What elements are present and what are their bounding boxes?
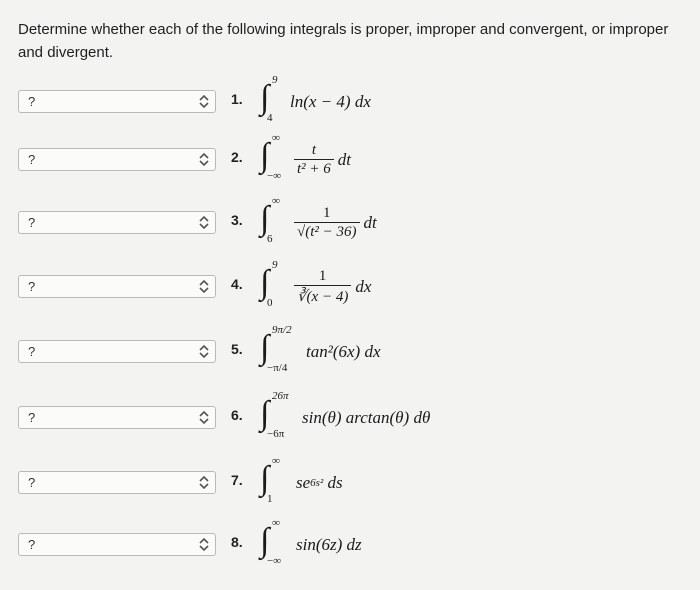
answer-select-4[interactable]	[18, 275, 216, 298]
question-row-8	[0, 517, 700, 567]
question-row-3	[0, 195, 700, 245]
question-number: 2.	[231, 149, 243, 165]
select-value: ?	[28, 279, 36, 294]
question-number: 4.	[231, 276, 243, 292]
chevron-up-down-icon	[197, 409, 211, 426]
answer-select-6[interactable]	[18, 406, 216, 429]
question-row-1	[0, 74, 700, 124]
select-value: ?	[28, 344, 36, 359]
select-value: ?	[28, 537, 36, 552]
chevron-up-down-icon	[197, 151, 211, 168]
integrand: sin(θ) arctan(θ) dθ	[302, 408, 431, 427]
integral-expression: ∫ ∞ 6 $\frac{1}{\text{√(t² − 36)}}$ dt	[260, 195, 377, 245]
integral-expression: ∫ 26π −6π sin(θ) arctan(θ) dθ	[260, 390, 431, 440]
integral-expression: ∫ ∞ −∞ sin(6z) dz	[260, 517, 362, 567]
question-row-2	[0, 132, 700, 182]
select-value: ?	[28, 475, 36, 490]
select-value: ?	[28, 152, 36, 167]
chevron-up-down-icon	[197, 93, 211, 110]
question-row-4	[0, 259, 700, 309]
integrand: tan²(6x) dx	[306, 342, 381, 361]
answer-select-7[interactable]	[18, 471, 216, 494]
chevron-up-down-icon	[197, 343, 211, 360]
chevron-up-down-icon	[197, 214, 211, 231]
answer-select-3[interactable]	[18, 211, 216, 234]
answer-select-5[interactable]	[18, 340, 216, 363]
question-row-7	[0, 455, 700, 505]
integrand: sin(6z) dz	[296, 535, 362, 554]
integrand: ln(x − 4) dx	[290, 92, 371, 111]
select-value: ?	[28, 410, 36, 425]
question-number: 3.	[231, 212, 243, 228]
question-number: 7.	[231, 472, 243, 488]
integral-expression: ∫ 9 4 ln(x − 4) dx	[260, 74, 371, 124]
question-number: 1.	[231, 91, 243, 107]
question-number: 5.	[231, 341, 243, 357]
question-row-6	[0, 390, 700, 440]
answer-select-1[interactable]	[18, 90, 216, 113]
question-prompt: Determine whether each of the following integrals is proper, improper and convergent, or improper and divergent.	[18, 21, 669, 61]
select-value: ?	[28, 215, 36, 230]
chevron-up-down-icon	[197, 474, 211, 491]
question-row-5	[0, 324, 700, 374]
integral-expression: ∫ 9π/2 −π/4 tan²(6x) dx	[260, 324, 381, 374]
select-value: ?	[28, 94, 36, 109]
answer-select-8[interactable]	[18, 533, 216, 556]
integral-expression: ∫ ∞ 1 se 6s² ds	[260, 455, 343, 505]
chevron-up-down-icon	[197, 536, 211, 553]
question-number: 6.	[231, 407, 243, 423]
chevron-up-down-icon	[197, 278, 211, 295]
answer-select-2[interactable]	[18, 148, 216, 171]
integral-expression: ∫ ∞ −∞ $\frac{t}{\text{t² + 6}}$ dt	[260, 132, 352, 182]
integral-expression: ∫ 9 0 $\frac{1}{∛(x - 4)}$ dx	[260, 259, 372, 309]
question-number: 8.	[231, 534, 243, 550]
